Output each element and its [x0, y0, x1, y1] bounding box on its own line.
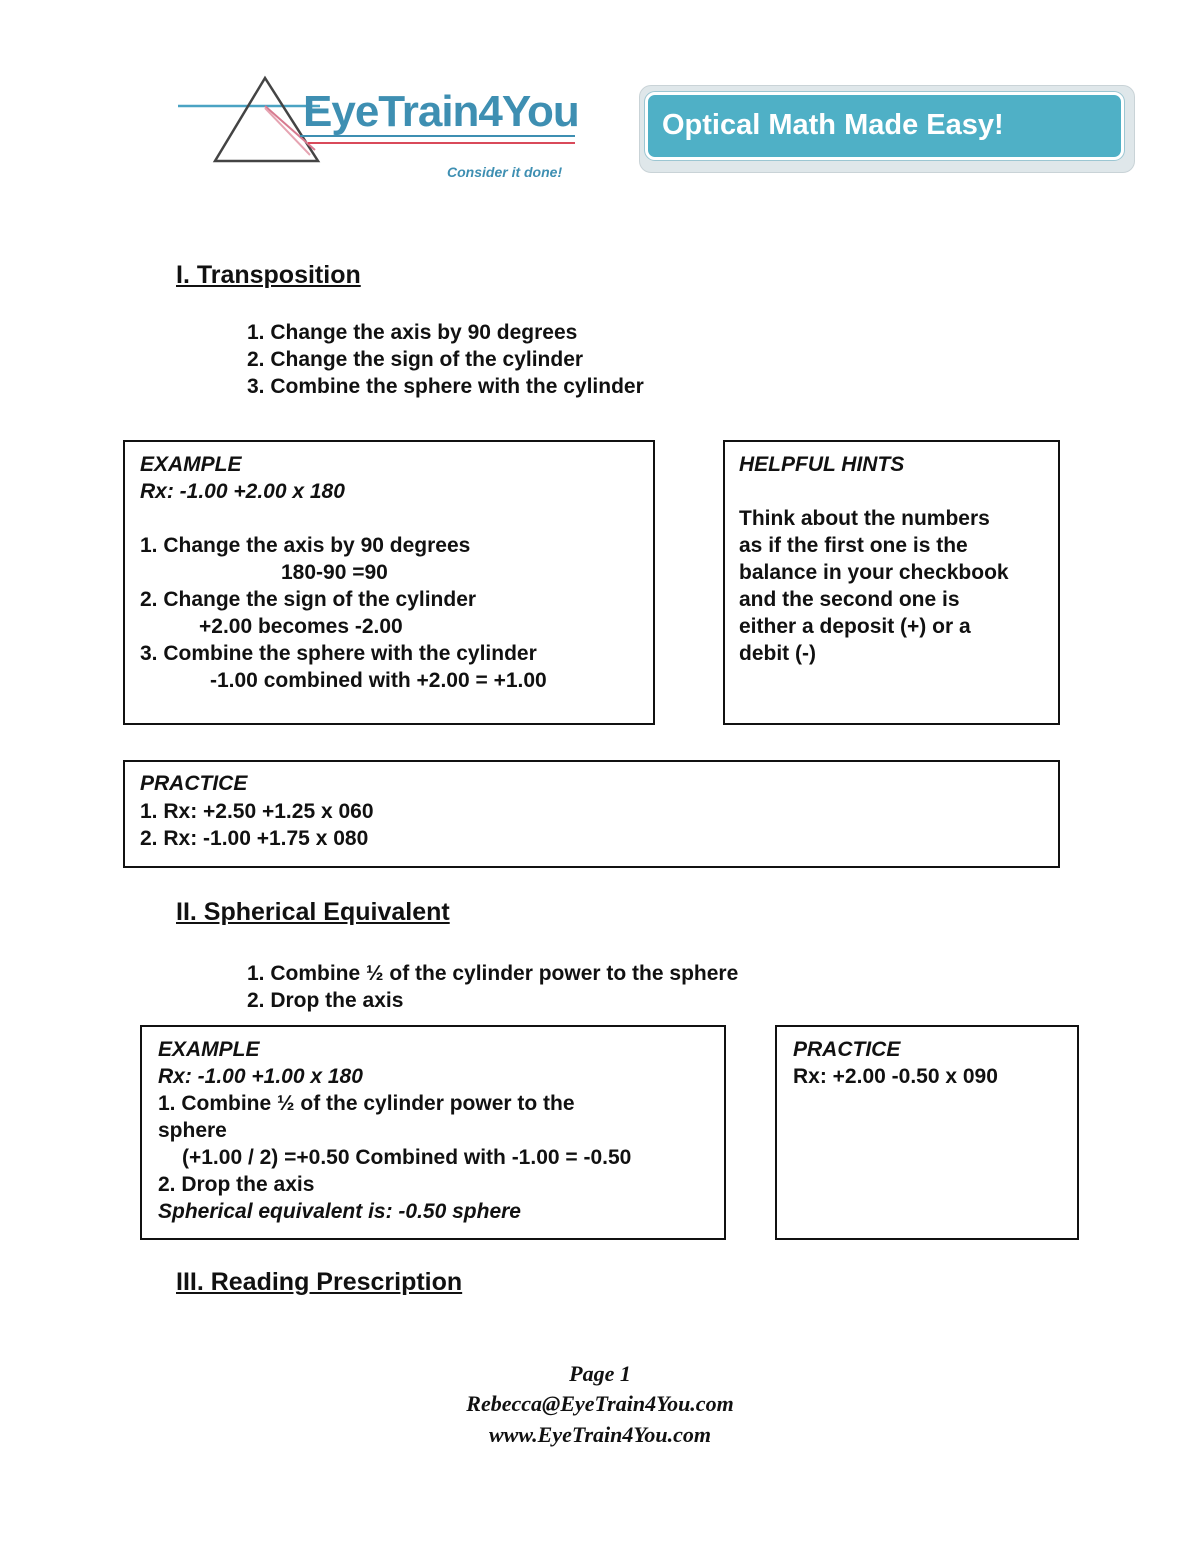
example-title: EXAMPLE [140, 453, 242, 476]
section2-heading: II. Spherical Equivalent [176, 898, 450, 926]
section2-step: 1. Combine ½ of the cylinder power to the sphere [247, 962, 739, 985]
section2-step: 2. Drop the axis [247, 989, 404, 1012]
footer-website: www.EyeTrain4You.com [488, 1422, 712, 1447]
hints-box [723, 440, 1060, 725]
section1-step: 2. Change the sign of the cylinder [247, 348, 584, 371]
example-box [140, 1025, 726, 1240]
section1-step: 1. Change the axis by 90 degrees [247, 321, 578, 344]
hints-line: balance in your checkbook [739, 561, 1009, 584]
example-rx: Rx: -1.00 +1.00 x 180 [158, 1065, 363, 1088]
hints-line: either a deposit (+) or a [739, 615, 971, 638]
hints-line: debit (-) [739, 642, 816, 665]
example-line: 2. Change the sign of the cylinder [140, 588, 477, 611]
logo [170, 68, 590, 188]
example-line: +2.00 becomes -2.00 [199, 615, 403, 638]
logo-brand: EyeTrain4You [303, 87, 579, 136]
practice-box [123, 760, 1060, 868]
example-line: 1. Combine ½ of the cylinder power to the [158, 1092, 575, 1115]
section3-heading: III. Reading Prescription [176, 1268, 463, 1296]
example-line: sphere [158, 1119, 227, 1142]
banner-title: Optical Math Made Easy! [662, 109, 1004, 141]
example-rx: Rx: -1.00 +2.00 x 180 [140, 480, 345, 503]
example-title: EXAMPLE [158, 1038, 260, 1061]
example-line: 2. Drop the axis [158, 1173, 315, 1196]
example-box [123, 440, 655, 725]
footer-email: Rebecca@EyeTrain4You.com [466, 1391, 734, 1416]
section1-step: 3. Combine the sphere with the cylinder [247, 375, 644, 398]
hints-line: as if the first one is the [739, 534, 968, 557]
example-line: 1. Change the axis by 90 degrees [140, 534, 471, 557]
practice-title: PRACTICE [793, 1038, 901, 1061]
practice-title: PRACTICE [140, 772, 248, 795]
practice-line: 1. Rx: +2.50 +1.25 x 060 [140, 800, 374, 823]
practice-line: 2. Rx: -1.00 +1.75 x 080 [140, 827, 369, 850]
practice-rx: Rx: +2.00 -0.50 x 090 [793, 1065, 998, 1088]
example-line: (+1.00 / 2) =+0.50 Combined with -1.00 = -0.50 [182, 1146, 632, 1169]
section1-heading: I. Transposition [176, 261, 361, 289]
practice-box [775, 1025, 1079, 1240]
example-line: 3. Combine the sphere with the cylinder [140, 642, 537, 665]
hints-line: Think about the numbers [739, 507, 990, 530]
hints-line: and the second one is [739, 588, 960, 611]
title-banner [645, 92, 1124, 160]
example-result: Spherical equivalent is: -0.50 sphere [158, 1200, 521, 1223]
footer-page-number: Page 1 [569, 1361, 631, 1386]
logo-tagline: Consider it done! [447, 164, 563, 180]
example-line: -1.00 combined with +2.00 = +1.00 [210, 669, 547, 692]
example-line: 180-90 =90 [281, 561, 388, 584]
hints-title: HELPFUL HINTS [739, 453, 905, 476]
